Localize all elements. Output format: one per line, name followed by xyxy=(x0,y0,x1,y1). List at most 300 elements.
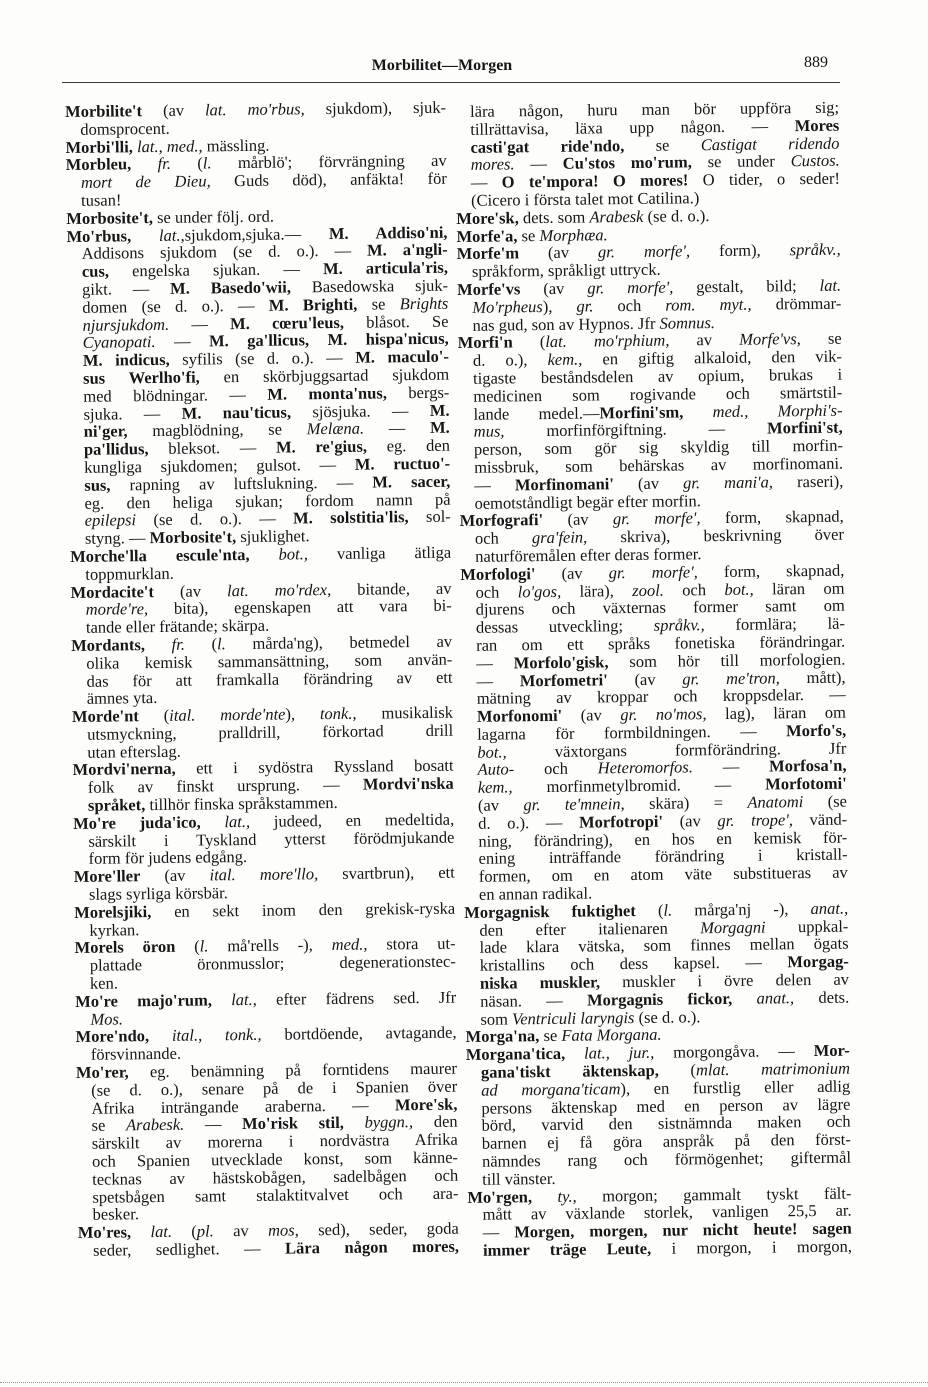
headword: Mordvi'nska xyxy=(362,773,454,794)
italic-text: ad morgana'ticam xyxy=(481,1079,621,1100)
headword: M. nau'ticus, xyxy=(181,402,292,423)
italic-text: Cyanopati. xyxy=(82,332,156,353)
text-run: engelska sjukan. — xyxy=(108,259,324,281)
headword: More'ller xyxy=(73,866,141,887)
text-run: form), xyxy=(689,240,790,261)
text-run: (av xyxy=(535,563,609,583)
text-run: tigaste beståndsdelen av opium, brukas i xyxy=(473,364,843,388)
text-run: ken. xyxy=(89,973,119,993)
text-run: till vänster. xyxy=(482,1168,556,1189)
headword: Morfini'st, xyxy=(766,417,843,438)
italic-text: Arabesk xyxy=(589,206,644,227)
dictionary-entry xyxy=(464,899,849,1028)
text-run: — xyxy=(476,670,520,691)
italic-text: mus, xyxy=(473,421,505,442)
text-run: — xyxy=(470,172,502,193)
text-run: ning, förändring), en hos en kemisk för- xyxy=(478,827,848,851)
italic-text: kem., xyxy=(477,777,513,798)
italic-text: mort de Dieu, xyxy=(80,171,211,193)
italic-text: byggn., xyxy=(343,1112,414,1133)
text-run: blåsot. Se xyxy=(343,311,449,332)
headword: Cu'stos mo'rum, xyxy=(562,152,692,174)
italic-text: bot., xyxy=(477,742,507,762)
headword: Morfo's, xyxy=(786,720,847,741)
headword: Morfonomi' xyxy=(476,705,563,726)
text-run: missbruk, som behärskas av morfinomani. xyxy=(474,453,844,477)
headword: M. monta'nus, xyxy=(267,383,388,404)
italic-text: lat. mo'rphium, xyxy=(545,330,670,352)
text-run: läran om xyxy=(753,578,845,599)
italic-text: bot., xyxy=(724,579,754,599)
italic-text: Morphæa. xyxy=(539,224,608,245)
text-run: lag), läran om xyxy=(706,702,847,724)
text-run: av xyxy=(669,330,740,350)
italic-text: Brights xyxy=(399,293,449,313)
text-run: ), en furstlig eller adlig xyxy=(620,1076,851,1099)
text-run: djurens och växternas former samt om xyxy=(475,595,845,620)
text-run: eg. den heliga sjukan; fordom namn på xyxy=(84,489,451,513)
italic-text: gr. te'mnein, xyxy=(523,794,625,815)
text-run: magblödning, se xyxy=(127,419,307,441)
text-run: — xyxy=(363,418,431,438)
text-run: O tider, o seder! xyxy=(688,168,840,190)
headword: Morbleu, xyxy=(65,154,132,175)
italic-text: njursjukdom. xyxy=(82,314,170,335)
text-run: d. o.), xyxy=(472,350,548,370)
italic-text: mos, xyxy=(267,1220,299,1240)
text-run: form, skapnad, xyxy=(697,560,845,581)
text-run: sjuklighet. xyxy=(236,526,310,547)
text-run: (av xyxy=(153,580,228,601)
text-run: Afrika inträngande araberna. — xyxy=(91,1094,396,1118)
text-run: ( xyxy=(170,153,203,174)
italic-text: gr. no'mos, xyxy=(620,704,707,725)
italic-text: l. xyxy=(202,153,212,173)
italic-text: Custos. xyxy=(790,151,840,171)
headword: Mordvi'nerna, xyxy=(72,759,176,780)
text-run: näsan. — xyxy=(480,990,588,1011)
italic-text: l. xyxy=(663,900,673,920)
headword: Mo're juda'ico, xyxy=(73,812,201,833)
text-run: se xyxy=(539,1026,562,1046)
headword: Morfologi' xyxy=(460,563,536,584)
text-run: bortdöende, avtagande, xyxy=(261,1023,457,1045)
headword: Morbi'lli, xyxy=(65,136,133,157)
dictionary-entry xyxy=(70,544,451,584)
italic-text: gra'fein, xyxy=(531,527,588,548)
entry-line xyxy=(468,1238,852,1260)
text-run: (av xyxy=(520,278,588,299)
italic-text: gr. morfe', xyxy=(608,561,698,583)
headword: sus, xyxy=(84,475,111,495)
dictionary-entry xyxy=(457,277,842,335)
text-run: spetsbågen samt stalaktitvalvet och ara- xyxy=(92,1183,459,1207)
text-run: se xyxy=(624,134,701,155)
italic-text: fr. xyxy=(144,634,186,655)
text-run: plattade öronmusslor; degenerationstec- xyxy=(89,951,456,976)
text-run: formlära; lä- xyxy=(704,613,846,635)
text-run: skära) = xyxy=(624,792,748,814)
text-run: musikalisk xyxy=(356,702,454,723)
text-run: — xyxy=(155,331,210,352)
text-run: eg. den xyxy=(366,435,451,456)
text-run: lande medel.— xyxy=(473,402,600,424)
text-run: eg. benämning på forntidens maurer xyxy=(128,1058,458,1082)
headword: M. xyxy=(429,400,450,420)
text-run: en annan radikal. xyxy=(478,883,593,904)
text-run: och xyxy=(474,528,533,548)
italic-text: l. xyxy=(199,936,209,956)
text-run: mårda'ng), betmedel av xyxy=(225,631,453,654)
italic-text: pl. xyxy=(196,1221,214,1241)
headword: Morde'nt xyxy=(71,706,139,727)
headword: cus, xyxy=(81,261,110,281)
italic-text: anat., xyxy=(810,898,849,918)
dictionary-entry xyxy=(74,864,455,904)
text-run: mårga'nj -), xyxy=(672,898,811,920)
text-run: — xyxy=(692,756,770,777)
dictionary-entry xyxy=(75,988,456,1028)
italic-text: Fata Morgana. xyxy=(561,1025,662,1046)
dictionary-entry xyxy=(66,223,451,548)
italic-text: gr. morfe', xyxy=(612,508,701,529)
italic-text: lat., xyxy=(211,989,257,1010)
text-run: morgon; gammalt tyskt fält- xyxy=(576,1183,852,1206)
italic-text: mlat. matrimonium xyxy=(695,1058,851,1080)
headword: Morfini'sm, xyxy=(599,401,684,422)
text-run: mått), xyxy=(779,667,846,687)
dictionary-entry xyxy=(467,1184,852,1260)
text-run: sol- xyxy=(408,506,451,527)
text-run: (av xyxy=(613,473,684,493)
italic-text: zool. xyxy=(632,580,664,600)
headword: Morfe'vs xyxy=(457,279,521,299)
text-run: i morgon, i morgon, xyxy=(651,1236,853,1258)
dictionary-entry xyxy=(460,508,845,566)
dictionary-entry xyxy=(74,899,455,939)
italic-text: lat. xyxy=(131,1222,173,1242)
text-run: persons äktenskap med en person av lägre xyxy=(481,1094,851,1118)
italic-text: Ventriculi laryngis xyxy=(511,1007,635,1029)
text-run: (av xyxy=(562,705,621,725)
text-run: Addisons sjukdom (se d. o.). — xyxy=(81,240,368,264)
headword: Lära någon mores, xyxy=(284,1236,460,1258)
text-run: ( xyxy=(512,332,546,352)
text-run: sjukdom), sjuk- xyxy=(304,97,447,119)
text-run: judeed, en medeltida, xyxy=(249,809,455,831)
dictionary-entry xyxy=(76,1060,459,1224)
dictionary-entry xyxy=(78,1220,459,1260)
text-run: språkform, språkligt uttryck. xyxy=(471,259,661,281)
headword: Mo'risk stil, xyxy=(241,1113,344,1134)
text-run: tande eller frätande; skärpa. xyxy=(85,615,270,637)
text-run: må'rells -), xyxy=(208,935,332,956)
text-run: — xyxy=(474,475,516,495)
text-run: efter fädrens sed. Jfr xyxy=(256,987,457,1009)
italic-text: med., xyxy=(331,935,368,955)
text-run: (se xyxy=(803,791,848,812)
headword: M. re'gius, xyxy=(275,436,368,457)
text-run: utan efterslag. xyxy=(87,741,181,762)
text-run: syfilis (se d. o.). — xyxy=(169,347,356,369)
text-run: mässling. xyxy=(202,135,270,156)
text-run: sjukdom,sjuka.— xyxy=(184,223,302,245)
italic-text: Melæna. xyxy=(306,418,365,439)
text-run: den efter italienaren xyxy=(479,917,701,940)
text-run: och xyxy=(593,295,666,316)
italic-text: lat., jur., xyxy=(565,1043,655,1064)
italic-text: ty., xyxy=(531,1186,577,1206)
right-column xyxy=(455,99,852,1260)
text-run: tillrättavisa, läxa upp någon. — xyxy=(470,115,795,139)
dictionary-entry xyxy=(70,579,452,637)
text-run: besker. xyxy=(92,1204,139,1225)
headword: M. Addiso'ni, xyxy=(300,222,448,243)
text-run: en sekt inom den grekisk-ryska xyxy=(151,898,456,921)
text-run: se under xyxy=(691,151,791,172)
text-run: nämndes rang och förmögenhet; giftermål xyxy=(481,1147,852,1171)
left-column xyxy=(65,99,459,1260)
dictionary-entry xyxy=(466,1042,852,1189)
headword: Morfe'a, xyxy=(456,225,518,246)
headword: Morbilite't xyxy=(64,101,143,121)
text-run: formen, om en atom väte substitueras av xyxy=(478,862,848,887)
text-run: toppmurklan. xyxy=(85,563,174,584)
text-run: ett i sydöstra Ryssland bosatt xyxy=(175,756,454,779)
headword: M. indicus, xyxy=(82,349,170,370)
text-run: ), xyxy=(542,296,577,316)
text-run: den xyxy=(412,1112,458,1132)
text-run: skriva), beskrivning över xyxy=(587,524,845,547)
italic-text: mores. xyxy=(470,154,515,175)
italic-text: l. xyxy=(216,634,226,654)
text-run: gestalt, bild; xyxy=(673,275,820,297)
text-run: ), xyxy=(285,704,321,724)
text-run: barnen ej få göra anspråk på den först- xyxy=(481,1129,851,1153)
text-run: se xyxy=(357,293,400,314)
italic-text: morde're, xyxy=(85,599,149,620)
text-run: och xyxy=(514,758,598,779)
italic-text: gr. mani'a, xyxy=(682,472,774,493)
text-run: (se d. o.), senare på de i Spanien över xyxy=(91,1076,458,1100)
text-run: ran om ett språks fonetiska förändringar. xyxy=(476,631,846,655)
text-run: se xyxy=(517,225,540,245)
headword: M. Basedo'wii, xyxy=(170,277,292,298)
italic-text: ital., tonk., xyxy=(148,1025,262,1046)
italic-text: ital. morde'nte xyxy=(169,704,286,725)
text-run: av xyxy=(213,1220,269,1241)
italic-text: ital. more'llo, xyxy=(209,864,319,885)
text-run: dets. xyxy=(794,987,850,1008)
headword: M. xyxy=(429,418,450,438)
text-run: särskilt i Tyskland ytterst förödmjukande xyxy=(88,827,455,851)
italic-text: Morfe'vs, xyxy=(739,329,801,350)
headword: M. a'ngli- xyxy=(366,240,448,260)
headword: Mo'rgen, xyxy=(467,1186,533,1207)
text-run: lagarna för formbildningen. — xyxy=(477,721,787,744)
headword: M. Brighti, xyxy=(268,294,358,315)
text-run: börd, varvid den sistnämnda maken och xyxy=(481,1112,851,1136)
text-run: — xyxy=(482,1222,515,1242)
text-run: muskler i övre delen av xyxy=(599,969,850,992)
headword: Morfotropi' xyxy=(578,811,664,832)
text-run: olika kemisk sammansättning, som använ- xyxy=(86,649,453,673)
dictionary-entry xyxy=(72,704,454,762)
text-run: vanliga ätliga xyxy=(307,542,452,564)
text-run: bleksot. — xyxy=(148,437,277,459)
headword: Mor- xyxy=(813,1040,850,1061)
italic-text: Castigat ridendo xyxy=(700,133,840,154)
headword: Morgag- xyxy=(787,951,849,972)
text-run: ( xyxy=(171,1221,197,1242)
text-run: gikt. — xyxy=(82,278,171,299)
text-run: das för att framkalla förändring av ett xyxy=(86,667,453,691)
italic-text: lat. xyxy=(819,275,842,295)
headword: Morgen, morgen, nur nicht heute! sagen xyxy=(514,1218,852,1242)
dictionary-entry xyxy=(71,633,453,709)
text-run: (av xyxy=(662,810,718,831)
text-run: ening inträffande förändring i kristall- xyxy=(478,845,848,869)
text-run: naturföremålen efter deras former. xyxy=(475,544,702,566)
headword: niska muskler, xyxy=(479,972,601,993)
headword: Mordants, xyxy=(71,635,146,655)
dictionary-entry xyxy=(457,241,841,281)
text-run: rapning av luftslukning. — xyxy=(110,472,373,495)
text-run: (av xyxy=(477,795,524,815)
text-run: och Spanien utvecklade konst, som känne- xyxy=(91,1147,459,1171)
italic-text: lat. mo'rbus, xyxy=(204,99,305,120)
text-run: utsmyckning, pralldrill, förkortad drill xyxy=(87,720,454,744)
text-run: slags syrliga körsbär. xyxy=(88,883,228,904)
headword: Morgagnis fickor, xyxy=(586,988,733,1010)
headword: M. ructuo'- xyxy=(354,453,451,474)
headword: More'ndo, xyxy=(75,1026,150,1047)
italic-text: fr. xyxy=(131,154,172,174)
text-run: växtorgans formförändring. Jfr xyxy=(506,738,847,762)
text-run: — xyxy=(184,1114,243,1135)
text-run: — xyxy=(514,154,563,174)
headword: O te'mpora! O mores! xyxy=(501,170,689,192)
dictionary-entry xyxy=(66,152,448,210)
text-run: drömmar- xyxy=(751,293,842,314)
headword: Mores xyxy=(794,115,840,135)
italic-text: lat. mo'rdex, xyxy=(226,579,332,600)
text-run: kyrkan. xyxy=(89,919,140,940)
text-run: (av xyxy=(140,865,210,886)
text-run: se xyxy=(91,1115,127,1136)
entry-line xyxy=(78,1238,459,1260)
dictionary-entry xyxy=(73,811,455,869)
text-run: morfinmetylbromid. — xyxy=(512,774,766,797)
text-run: kristallins och dess kapsel. — xyxy=(479,952,788,976)
headword: Morfolo'gisk, xyxy=(513,651,609,673)
text-run: och xyxy=(475,581,518,602)
italic-text: anat., xyxy=(732,988,795,1008)
text-run: (av xyxy=(543,509,614,530)
text-run: (av xyxy=(141,100,206,121)
headword: Morfotomi' xyxy=(765,773,847,794)
italic-text: lat., med., xyxy=(132,136,203,156)
text-run: mått av växlande storlek, vanligen 25,5 ar. xyxy=(482,1200,852,1225)
italic-text: Mo'rpheus xyxy=(472,296,543,317)
headword: Morfosa'n, xyxy=(769,756,847,776)
italic-text: språkv., xyxy=(789,240,841,260)
italic-text: Arabesk. xyxy=(125,1115,185,1135)
italic-text: Mos. xyxy=(90,1009,124,1029)
text-run: och xyxy=(663,579,725,600)
running-head-title: Morbilitet—Morgen xyxy=(371,57,513,74)
text-run: dets. som xyxy=(518,207,590,228)
text-run: ( xyxy=(184,634,218,654)
italic-text: bot., xyxy=(249,544,309,564)
text-run: lära), xyxy=(561,580,633,601)
headword: Morga'na, xyxy=(465,1026,540,1047)
headword: pa'llidus, xyxy=(83,439,149,459)
italic-text: lo'gos, xyxy=(517,581,562,601)
italic-text: epilepsi xyxy=(84,510,137,531)
scan-edge-line xyxy=(0,1382,928,1383)
dictionary-entry xyxy=(72,757,454,815)
text-run: ( xyxy=(175,936,200,957)
italic-text: gr. xyxy=(576,296,594,316)
dictionary-entry xyxy=(65,99,446,139)
text-run: bergs- xyxy=(386,382,450,403)
text-run: Basedowska sjuk- xyxy=(290,275,449,297)
text-run: en giftig alkaloid, den vik- xyxy=(582,346,843,369)
headword: Morgagnisk fuktighet xyxy=(464,900,636,922)
page-number: 889 xyxy=(804,54,828,71)
text-run: sjösjuka. — xyxy=(290,400,430,422)
headword: Morbosite't, xyxy=(66,207,154,228)
header-rule xyxy=(62,82,840,83)
headword: M. solstitia'lis, xyxy=(293,507,409,528)
text-run: (se d. o.). xyxy=(634,1006,701,1027)
headword: Morfometri' xyxy=(519,669,608,690)
italic-text: tonk., xyxy=(319,703,357,724)
text-run: domen (se d. o.). — xyxy=(82,295,269,317)
text-run: se under följ. ord. xyxy=(152,206,274,227)
text-run: (se d. o.). — xyxy=(135,508,294,530)
headword: M. ga'llicus, M. hispa'nicus, xyxy=(208,329,449,351)
text-run: vänd- xyxy=(792,809,848,830)
headword: Morfinomani' xyxy=(514,473,614,495)
text-run: tillhör finska språkstammen. xyxy=(145,793,338,815)
headword: M. articula'ris, xyxy=(322,257,448,279)
headword: Mordacite't xyxy=(70,581,155,602)
text-run: domsprocent. xyxy=(80,118,170,139)
headword: Mo'res, xyxy=(77,1222,132,1243)
headword: Morfe'm xyxy=(456,243,520,264)
headword: sus Werlho'fi, xyxy=(83,367,200,388)
text-run: form, skapnad, xyxy=(700,506,844,528)
headword: Morfi'n xyxy=(457,332,513,353)
text-run: ämnes yta. xyxy=(86,688,158,709)
headword: M. cœru'leus, xyxy=(229,312,345,333)
text-run: (Cicero i första talet mot Catilina.) xyxy=(470,188,700,210)
italic-text: språkv., xyxy=(653,615,705,635)
italic-text: Somnus. xyxy=(659,312,716,333)
text-run: styng. — xyxy=(84,528,150,548)
text-run: tusan! xyxy=(80,190,122,210)
text-run: som hör till morfologien. xyxy=(608,649,846,671)
text-run: morgongåva. — xyxy=(654,1041,814,1063)
italic-text: gr. trope', xyxy=(717,810,794,830)
text-run: medicinen som rogivande och smärtstil- xyxy=(473,382,843,406)
text-run: tecknas av hästskobågen, sadelbågen och xyxy=(92,1165,459,1189)
headword: casti'gat ride'ndo, xyxy=(470,135,625,157)
headword: Morbosite't, xyxy=(149,527,237,548)
headword: gana'tiskt äktenskap, xyxy=(480,1060,659,1082)
